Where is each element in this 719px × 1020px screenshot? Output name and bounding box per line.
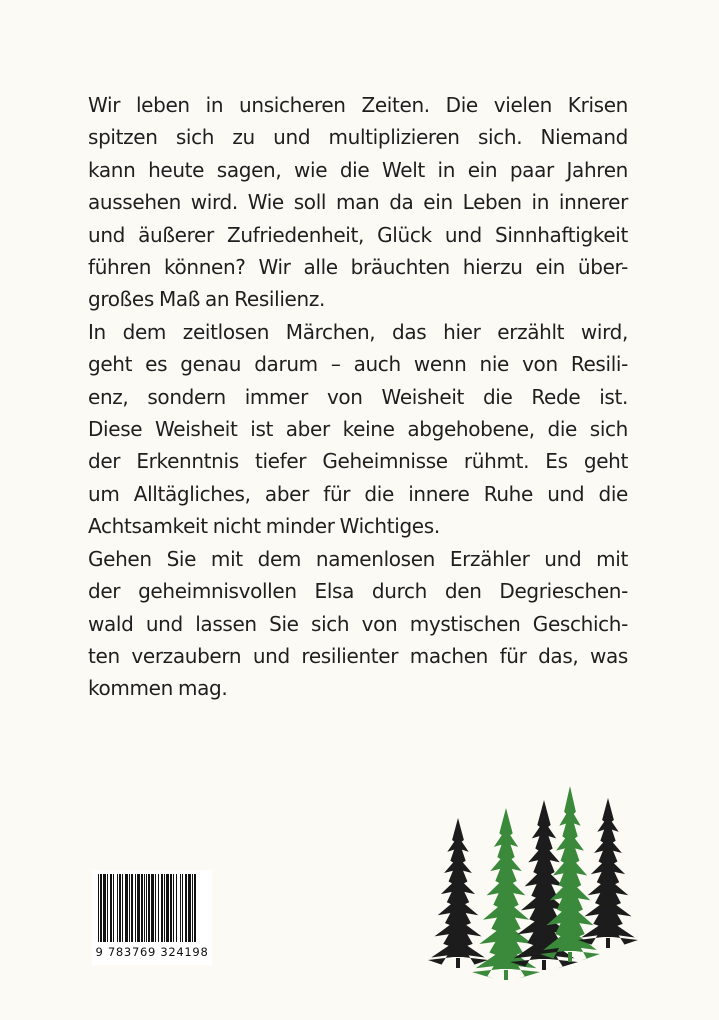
blurb-line-14: Achtsamkeit nicht minder Wichtiges. — [88, 514, 440, 539]
barcode-bar — [164, 874, 165, 942]
blurb-line-6: führen können? Wir alle bräuchten hierzu ein über- — [88, 255, 628, 280]
barcode-bar — [148, 874, 150, 942]
barcode-bar — [185, 874, 187, 942]
barcode-bar — [155, 874, 156, 942]
barcode-bar — [122, 874, 123, 942]
barcode-bar — [182, 874, 183, 942]
blurb-line-17: wald und lassen Sie sich von mystischen Geschich- — [88, 611, 628, 636]
blurb-line-10: enz, sondern immer von Weisheit die Rede ist. — [88, 384, 628, 409]
fir-tree-dark-left — [428, 818, 488, 968]
blurb-line-8: In dem zeitlosen Märchen, das hier erzählt wird, — [88, 319, 628, 344]
blurb-line-13: um Alltägliches, aber für die innere Ruhe und die — [88, 481, 628, 506]
barcode-bar — [110, 874, 112, 942]
barcode-bar — [180, 874, 181, 942]
isbn-barcode — [92, 870, 212, 965]
blurb-line-7: großes Maß an Resilienz. — [88, 287, 325, 312]
barcode-bar — [176, 874, 177, 942]
blurb-line-5: und äußerer Zufriedenheit, Glück und Sinnhaftigkeit — [88, 222, 628, 247]
blurb-line-11: Diese Weisheit ist aber keine abgehobene, die sich — [88, 417, 628, 442]
barcode-bar — [113, 874, 114, 942]
barcode-bar — [144, 874, 145, 942]
barcode-bars-graphic — [92, 870, 212, 948]
barcode-bar — [135, 874, 136, 942]
barcode-bar — [125, 874, 128, 942]
barcode-bar — [141, 874, 143, 942]
blurb-line-15: Gehen Sie mit dem namenlosen Erzähler und mit — [88, 546, 628, 571]
barcode-bar — [117, 874, 118, 942]
barcode-bar — [151, 874, 154, 942]
blurb-line-1: Wir leben in unsicheren Zeiten. Die vielen Krisen — [88, 93, 628, 117]
blurb-line-4: aussehen wird. Wie soll man da ein Leben in innerer — [88, 190, 628, 215]
barcode-bar — [194, 874, 196, 942]
blurb-line-2: spitzen sich zu und multiplizieren sich. Niemand — [88, 125, 628, 150]
barcode-bar — [166, 874, 169, 942]
barcode-bar — [161, 874, 163, 942]
barcode-bar — [158, 874, 159, 942]
fir-trees-illustration — [418, 778, 648, 983]
barcode-bar — [107, 874, 108, 942]
back-cover-blurb — [88, 89, 628, 705]
barcode-bar — [170, 874, 172, 942]
blurb-line-16: der geheimnisvollen Elsa durch den Degrieschen- — [88, 579, 628, 604]
barcode-bar — [146, 874, 147, 942]
barcode-bar — [129, 874, 130, 942]
barcode-bar — [173, 874, 174, 942]
barcode-bar — [131, 874, 133, 942]
blurb-line-19: kommen mag. — [88, 676, 228, 701]
barcode-bar — [119, 874, 121, 942]
isbn-digits: 9 783769 324198 — [95, 945, 209, 959]
blurb-line-18: ten verzaubern und resilienter machen für das, was — [88, 643, 628, 668]
barcode-bar — [188, 874, 191, 942]
barcode-bar — [103, 874, 106, 942]
blurb-line-3: kann heute sagen, wie die Welt in ein paar Jahren — [88, 157, 628, 182]
barcode-bar — [137, 874, 140, 942]
fir-tree-dark-right — [578, 798, 638, 948]
barcode-bar — [100, 874, 102, 942]
blurb-line-9: geht es genau darum – auch wenn nie von Resili- — [88, 352, 628, 377]
blurb-line-12: der Erkenntnis tiefer Geheimnisse rühmt. Es geht — [88, 449, 628, 474]
barcode-bar — [192, 874, 193, 942]
barcode-bar — [98, 874, 99, 942]
